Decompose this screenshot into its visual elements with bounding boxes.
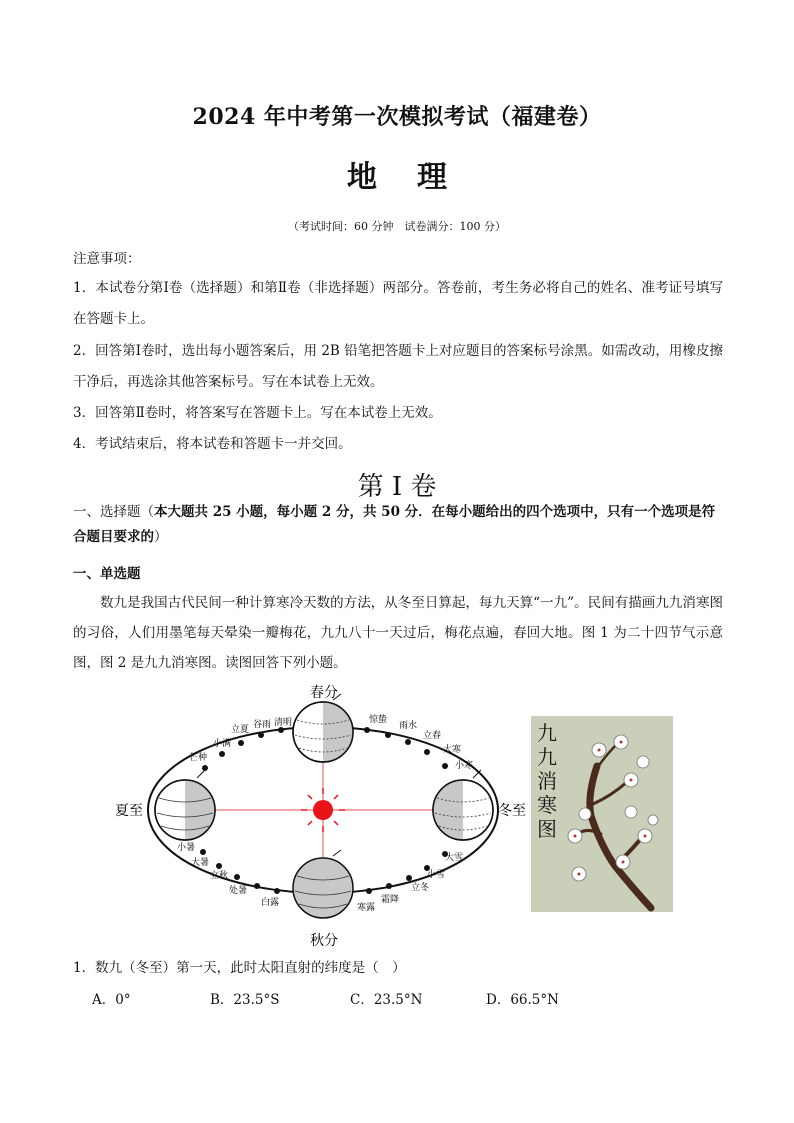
figure2-char-4: 寒	[537, 793, 557, 817]
volume-title: 第 I 卷	[357, 472, 437, 502]
note-item-2: 2．回答第Ⅰ卷时，选出每小题答案后，用 2B 铅笔把答题卡上对应题目的答案标号涂黑。如需改动，用橡皮擦干净后，再选涂其他答案标号。写在本试卷上无效。	[73, 343, 723, 390]
term-lixia: 立夏	[231, 725, 250, 735]
figure2-char-1: 九	[537, 721, 557, 745]
term-lidong: 立冬	[411, 883, 430, 893]
option-b[interactable]: B．23.5°S	[210, 992, 280, 1008]
term-qingming: 清明	[274, 718, 293, 728]
question-1-stem: 1．数九（冬至）第一天，此时太阳直射的纬度是（ ）	[73, 960, 406, 976]
term-mangzhong: 芒种	[189, 753, 208, 763]
notes-title: 注意事项：	[73, 251, 141, 267]
globe-autumn	[293, 850, 353, 918]
question-1-options	[92, 988, 712, 1008]
section-instructions: 本大题共 25 小题，每小题 2 分，共 50 分．在每小题给出的四个选项中，只有一个选项是符合题目要求的	[73, 504, 716, 545]
term-guyu: 谷雨	[253, 720, 272, 730]
label-winter: 冬至	[498, 803, 526, 819]
figure2-char-5: 图	[537, 817, 557, 841]
term-lichun: 立春	[423, 731, 442, 741]
term-dashu: 大暑	[191, 858, 210, 868]
globe-summer	[155, 770, 215, 840]
term-bailu: 白露	[261, 898, 280, 908]
term-hanlu: 寒露	[357, 903, 376, 913]
globe-spring	[293, 694, 353, 762]
term-yushui: 雨水	[399, 721, 418, 731]
term-shuangjiang: 霜降	[381, 895, 400, 905]
exam-info: （考试时间：60 分钟 试卷满分：100 分）	[288, 220, 506, 233]
section-heading	[73, 500, 723, 550]
note-item-4: 4．考试结束后，将本试卷和答题卡一并交回。	[73, 436, 352, 452]
nine-nines-plum-chart	[531, 716, 673, 912]
figure2-title	[537, 721, 557, 841]
term-xiaohan: 小寒	[455, 761, 474, 771]
passage: 数九是我国古代民间一种计算寒冷天数的方法，从冬至日算起，每九天算“一九”。民间有描画九九消寒图的习俗，人们用墨笔每天晕染一瓣梅花，九九八十一天过后，梅花点遍，春回大地。图 1 为二十四节气示意图，图 2 是九九消寒图。读图回答下列小题。	[73, 595, 723, 671]
figure2-char-2: 九	[537, 745, 557, 769]
option-c[interactable]: C．23.5°N	[350, 992, 423, 1008]
term-dahan: 大寒	[443, 745, 462, 755]
subsection-title: 一、单选题	[73, 566, 141, 582]
term-liqiu: 立秋	[210, 871, 229, 881]
section-suffix: ）	[154, 529, 168, 545]
note-item-1: 1．本试卷分第Ⅰ卷（选择题）和第Ⅱ卷（非选择题）两部分。答卷前，考生务必将自己的姓名、准考证号填写在答题卡上。	[73, 280, 723, 327]
term-daxue: 大雪	[445, 853, 464, 863]
option-d[interactable]: D．66.5°N	[486, 992, 559, 1008]
subject-title: 地理	[347, 160, 487, 195]
figure2-char-3: 消	[537, 769, 557, 793]
term-xiaoshu: 小暑	[177, 843, 196, 853]
exam-title: 2024 年中考第一次模拟考试（福建卷）	[192, 104, 602, 130]
option-a[interactable]: A．0°	[92, 992, 131, 1008]
term-xiaoman: 小满	[213, 739, 232, 749]
section-prefix: 一、选择题（	[73, 504, 154, 520]
label-autumn: 秋分	[310, 933, 338, 949]
solar-terms-diagram	[105, 680, 535, 950]
term-xiaoxue: 小雪	[427, 870, 446, 880]
term-jingzhe: 惊蛰	[369, 715, 388, 725]
note-item-3: 3．回答第Ⅱ卷时，将答案写在答题卡上。写在本试卷上无效。	[73, 405, 442, 421]
globe-winter	[433, 770, 493, 840]
label-summer: 夏至	[115, 803, 143, 819]
term-chushu: 处暑	[229, 886, 248, 896]
label-spring: 春分	[310, 685, 338, 701]
